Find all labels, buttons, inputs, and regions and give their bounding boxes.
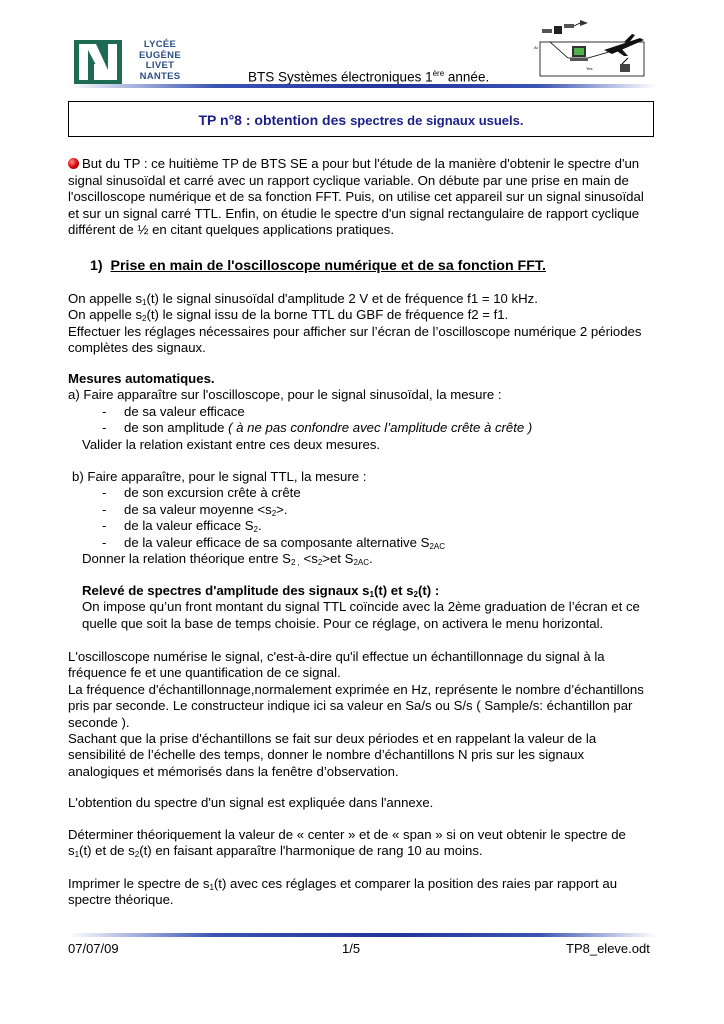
intro-paragraph: But du TP : ce huitième TP de BTS SE a pour but l'étude de la manière d'obtenir le spectre d'un signal sinusoïdal et carré avec un rapport cyclique variable. On débute par une prise en main de l'oscilloscope numérique et de sa fonction FFT. Puis, on utilise cet appareil sur un signal sinusoïdal et sur un signal carré TTL. Enfin, on étudie le spectre d'un signal rectangulaire de rapport cyclique différent de ½ en citant quelques applications pratiques. bbox=[68, 156, 644, 238]
school-logo bbox=[74, 40, 192, 84]
releve-section: Relevé de spectres d'amplitude des signaux $s_1(t)$ et $s_2(t)$ : On impose qu’un front montant du signal TTL coïncide avec la 2ème graduation de l’écran et ce quelle que soit la base de temps choisie. Pour ce réglage, on activera le menu horizontal. bbox=[82, 583, 640, 631]
imprimer-paragraph: Imprimer le spectre de $s_1(t)$ avec ces réglages et comparer la position des raies par rapport au spectre théorique. bbox=[68, 876, 618, 908]
footer-rule bbox=[68, 933, 656, 937]
footer-page-number: 1/5 bbox=[342, 941, 361, 956]
logo-line: LYCÉE bbox=[143, 39, 177, 50]
numerisation-paragraph: L'oscilloscope numérise le signal, c'est-à-dire qu'il effectue un échantillonnage du signal à la fréquence fe et une quantification de ce signal. La fréquence d'échantillonnage,normalement exprimée en Hz, représente le nombre d’échantillons pris par seconde. Le constructeur indique ici sa valeur en Sa/s ou S/s ( Sample/s: échantillon par seconde ). Sachant que la prise d'échantillons se fait sur deux périodes et en rappelant la valeur de la sensibilité de l’échelle des temps, donner le nombre d’échantillons N pris sur les signaux analogiques et mémorisés dans la fenêtre d’observation. bbox=[68, 649, 644, 779]
annexe-line: L'obtention du spectre d'un signal est expliquée dans l'annexe. bbox=[68, 795, 434, 810]
mesures-b-section: b) Faire apparaître, pour le signal TTL, la mesure : - de son excursion crête à crête - de sa valeur moyenne $<s_2>$. - de la valeur efficace $S_2$. - de la valeur efficace de sa composante alternative $S_{2AC}$ Donner la relation théorique entre $S_{2 ,} <s_2>et$ $S_{2AC}$. bbox=[72, 469, 446, 568]
school-logo-mark bbox=[74, 40, 122, 84]
school-logo-text bbox=[128, 40, 192, 82]
releve-heading: Relevé de spectres d'amplitude des signaux $s_1(t)$ et $s_2(t)$ : bbox=[82, 583, 440, 599]
tp-title-box: TP n°8 : obtention des spectres de signaux usuels. bbox=[68, 101, 654, 137]
airplane-icon bbox=[604, 34, 644, 56]
footer-date: 07/07/09 bbox=[68, 941, 119, 956]
mesures-heading: Mesures automatiques. bbox=[68, 371, 215, 386]
telecom-illustration bbox=[528, 20, 654, 82]
section-heading: 1) Prise en main de l'oscilloscope numérique et de sa fonction FFT. bbox=[90, 258, 546, 274]
logo-line: NANTES bbox=[139, 70, 181, 82]
svg-text:Yes: Yes bbox=[586, 66, 593, 71]
footer-filename: TP8_eleve.odt bbox=[566, 941, 650, 956]
computer-icon bbox=[570, 46, 588, 61]
red-bullet-icon bbox=[68, 158, 79, 169]
mesures-section: Mesures automatiques. a) Faire apparaître sur l'oscilloscope, pour le signal sinusoïdal, la mesure : - de sa valeur efficace - de son amplitude ( à ne pas confondre avec l’amplitude crête à crête ) Valider la relation existant entre ces deux mesures. bbox=[68, 371, 533, 452]
svg-text:Ar: Ar bbox=[534, 45, 538, 50]
radar-icon bbox=[620, 58, 630, 72]
logo-line: EUGÈNE bbox=[139, 49, 181, 61]
header-rule bbox=[68, 84, 656, 88]
logo-line: LIVET bbox=[145, 60, 175, 71]
determiner-paragraph: Déterminer théoriquement la valeur de « center » et de « span » si on veut obtenir le spectre de $s_1(t)$ et de $s_2(t)$ en faisant apparaître l'harmonique de rang 10 au moins. bbox=[68, 827, 626, 860]
satellite-icon bbox=[542, 20, 588, 34]
header-title: BTS Systèmes électroniques 1ère année. bbox=[248, 69, 490, 85]
signals-paragraph: On appelle $s_1(t)$ le signal sinusoïdal d'amplitude 2 V et de fréquence f1 = 10 kHz. On appelle $s_2(t)$ le signal issu de la borne TTL du GBF de fréquence f2 = f1. Effectuer les réglages nécessaires pour afficher sur l’écran de l’oscilloscope numérique 2 périodes complètes des signaux. bbox=[68, 291, 642, 356]
